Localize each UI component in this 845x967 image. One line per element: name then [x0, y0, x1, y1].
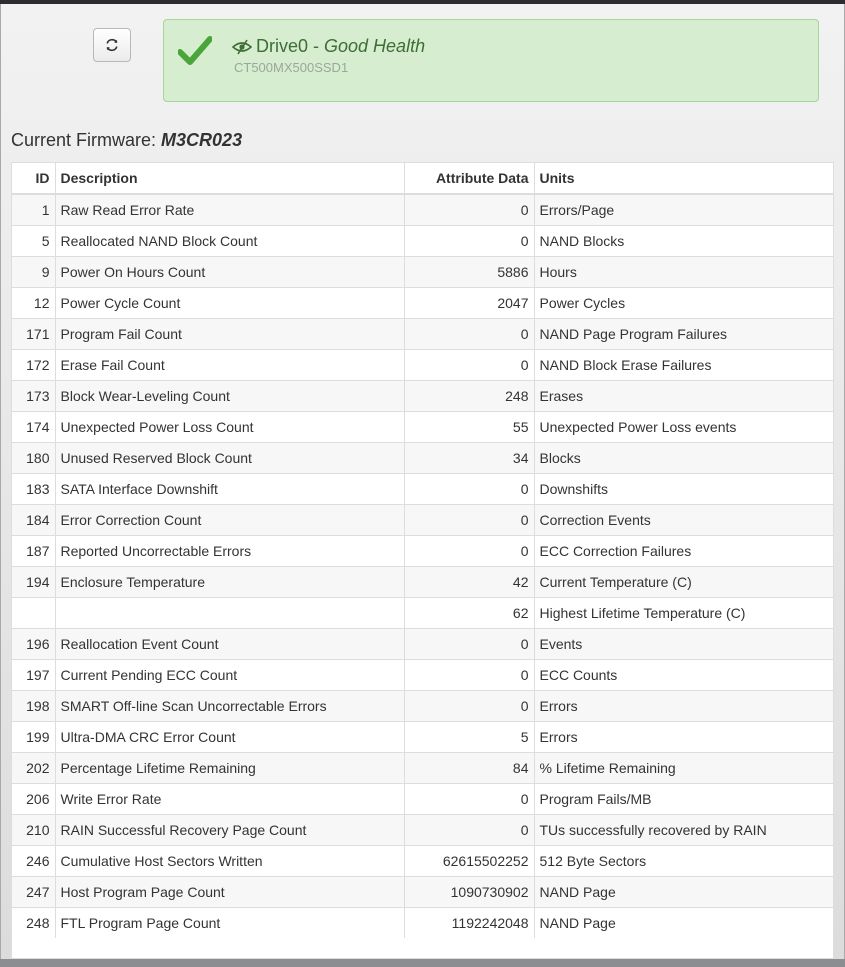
- drive-status-line: [232, 36, 425, 57]
- cell-description: Erase Fail Count: [55, 349, 404, 380]
- cell-units: NAND Blocks: [534, 225, 833, 256]
- table-row[interactable]: [12, 411, 833, 442]
- health-status-box: [163, 19, 819, 102]
- cell-units: Errors: [534, 721, 833, 752]
- cell-units: 512 Byte Sectors: [534, 845, 833, 876]
- cell-id: 184: [12, 504, 55, 535]
- cell-id: 206: [12, 783, 55, 814]
- cell-description: Percentage Lifetime Remaining: [55, 752, 404, 783]
- cell-attribute-data: 0: [404, 659, 534, 690]
- cell-description: Current Pending ECC Count: [55, 659, 404, 690]
- cell-description: Block Wear-Leveling Count: [55, 380, 404, 411]
- table-header-row: [12, 163, 833, 194]
- table-row[interactable]: [12, 597, 833, 628]
- drive-name: Drive0: [256, 36, 309, 56]
- cell-id: 180: [12, 442, 55, 473]
- table-row[interactable]: [12, 814, 833, 845]
- current-firmware: [11, 130, 242, 151]
- cell-description: SATA Interface Downshift: [55, 473, 404, 504]
- cell-units: TUs successfully recovered by RAIN: [534, 814, 833, 845]
- eye-slash-icon: [232, 39, 252, 55]
- table-row[interactable]: [12, 473, 833, 504]
- cell-units: Power Cycles: [534, 287, 833, 318]
- cell-attribute-data: 0: [404, 473, 534, 504]
- cell-attribute-data: 42: [404, 566, 534, 597]
- cell-units: NAND Block Erase Failures: [534, 349, 833, 380]
- cell-id: 173: [12, 380, 55, 411]
- header-id[interactable]: ID: [12, 163, 55, 194]
- cell-id: [12, 597, 55, 628]
- cell-id: 196: [12, 628, 55, 659]
- cell-attribute-data: 62615502252: [404, 845, 534, 876]
- cell-description: Power Cycle Count: [55, 287, 404, 318]
- cell-id: 247: [12, 876, 55, 907]
- firmware-version: M3CR023: [161, 130, 243, 150]
- cell-units: Errors/Page: [534, 194, 833, 225]
- table-row[interactable]: [12, 225, 833, 256]
- cell-description: Write Error Rate: [55, 783, 404, 814]
- cell-units: Events: [534, 628, 833, 659]
- cell-attribute-data: 0: [404, 318, 534, 349]
- drive-model: CT500MX500SSD1: [234, 60, 349, 75]
- cell-attribute-data: 248: [404, 380, 534, 411]
- cell-units: % Lifetime Remaining: [534, 752, 833, 783]
- cell-attribute-data: 34: [404, 442, 534, 473]
- cell-attribute-data: 0: [404, 225, 534, 256]
- cell-description: Host Program Page Count: [55, 876, 404, 907]
- cell-attribute-data: 5886: [404, 256, 534, 287]
- cell-id: 202: [12, 752, 55, 783]
- check-icon: [178, 36, 212, 66]
- table-row[interactable]: [12, 752, 833, 783]
- smart-panel: [0, 4, 845, 959]
- table-row[interactable]: [12, 628, 833, 659]
- header-attribute-data[interactable]: Attribute Data: [404, 163, 534, 194]
- cell-description: RAIN Successful Recovery Page Count: [55, 814, 404, 845]
- cell-id: 187: [12, 535, 55, 566]
- cell-description: Reallocation Event Count: [55, 628, 404, 659]
- cell-id: 183: [12, 473, 55, 504]
- cell-units: ECC Counts: [534, 659, 833, 690]
- table-row[interactable]: [12, 659, 833, 690]
- header-description[interactable]: Description: [55, 163, 404, 194]
- smart-attributes-table: [11, 162, 834, 959]
- cell-attribute-data: 0: [404, 349, 534, 380]
- cell-attribute-data: 0: [404, 194, 534, 225]
- cell-attribute-data: 0: [404, 535, 534, 566]
- cell-id: 210: [12, 814, 55, 845]
- cell-units: Correction Events: [534, 504, 833, 535]
- cell-id: 198: [12, 690, 55, 721]
- table-row[interactable]: [12, 535, 833, 566]
- table-row[interactable]: [12, 783, 833, 814]
- cell-description: Cumulative Host Sectors Written: [55, 845, 404, 876]
- cell-attribute-data: 0: [404, 783, 534, 814]
- table-row[interactable]: [12, 194, 833, 225]
- cell-units: Blocks: [534, 442, 833, 473]
- cell-attribute-data: 1192242048: [404, 907, 534, 938]
- cell-attribute-data: 1090730902: [404, 876, 534, 907]
- table-row[interactable]: [12, 845, 833, 876]
- cell-id: 9: [12, 256, 55, 287]
- cell-description: Reallocated NAND Block Count: [55, 225, 404, 256]
- cell-attribute-data: 2047: [404, 287, 534, 318]
- cell-description: Reported Uncorrectable Errors: [55, 535, 404, 566]
- cell-id: 246: [12, 845, 55, 876]
- cell-units: NAND Page: [534, 907, 833, 938]
- cell-attribute-data: 55: [404, 411, 534, 442]
- cell-attribute-data: 5: [404, 721, 534, 752]
- cell-id: 12: [12, 287, 55, 318]
- cell-id: 194: [12, 566, 55, 597]
- cell-attribute-data: 0: [404, 504, 534, 535]
- table-row[interactable]: [12, 876, 833, 907]
- cell-id: 171: [12, 318, 55, 349]
- cell-units: Hours: [534, 256, 833, 287]
- cell-description: Raw Read Error Rate: [55, 194, 404, 225]
- table-row[interactable]: [12, 287, 833, 318]
- cell-units: Erases: [534, 380, 833, 411]
- cell-id: 5: [12, 225, 55, 256]
- cell-id: 248: [12, 907, 55, 938]
- cell-attribute-data: 0: [404, 690, 534, 721]
- cell-description: Unexpected Power Loss Count: [55, 411, 404, 442]
- cell-description: Ultra-DMA CRC Error Count: [55, 721, 404, 752]
- refresh-button[interactable]: [93, 28, 131, 62]
- table-row[interactable]: [12, 721, 833, 752]
- cell-description: SMART Off-line Scan Uncorrectable Errors: [55, 690, 404, 721]
- table-row[interactable]: [12, 690, 833, 721]
- cell-units: Unexpected Power Loss events: [534, 411, 833, 442]
- cell-description: [55, 597, 404, 628]
- cell-units: NAND Page Program Failures: [534, 318, 833, 349]
- cell-units: Current Temperature (C): [534, 566, 833, 597]
- header-units[interactable]: Units: [534, 163, 833, 194]
- cell-units: Errors: [534, 690, 833, 721]
- table-row[interactable]: [12, 256, 833, 287]
- cell-description: FTL Program Page Count: [55, 907, 404, 938]
- firmware-label: Current Firmware:: [11, 130, 157, 150]
- refresh-icon: [104, 37, 120, 53]
- drive-separator: -: [308, 36, 325, 56]
- cell-attribute-data: 84: [404, 752, 534, 783]
- cell-units: Program Fails/MB: [534, 783, 833, 814]
- table-row[interactable]: [12, 442, 833, 473]
- table-row[interactable]: [12, 566, 833, 597]
- cell-attribute-data: 62: [404, 597, 534, 628]
- cell-attribute-data: 0: [404, 814, 534, 845]
- table-row[interactable]: [12, 504, 833, 535]
- cell-description: Power On Hours Count: [55, 256, 404, 287]
- cell-units: ECC Correction Failures: [534, 535, 833, 566]
- cell-description: Program Fail Count: [55, 318, 404, 349]
- health-text: Good Health: [324, 36, 426, 56]
- cell-description: Unused Reserved Block Count: [55, 442, 404, 473]
- cell-id: 174: [12, 411, 55, 442]
- cell-id: 197: [12, 659, 55, 690]
- table-row[interactable]: [12, 380, 833, 411]
- cell-units: Highest Lifetime Temperature (C): [534, 597, 833, 628]
- table-row[interactable]: [12, 907, 833, 938]
- table-row[interactable]: [12, 318, 833, 349]
- cell-description: Enclosure Temperature: [55, 566, 404, 597]
- cell-attribute-data: 0: [404, 628, 534, 659]
- cell-description: Error Correction Count: [55, 504, 404, 535]
- cell-id: 199: [12, 721, 55, 752]
- cell-id: 172: [12, 349, 55, 380]
- cell-units: NAND Page: [534, 876, 833, 907]
- table-row[interactable]: [12, 349, 833, 380]
- cell-units: Downshifts: [534, 473, 833, 504]
- cell-id: 1: [12, 194, 55, 225]
